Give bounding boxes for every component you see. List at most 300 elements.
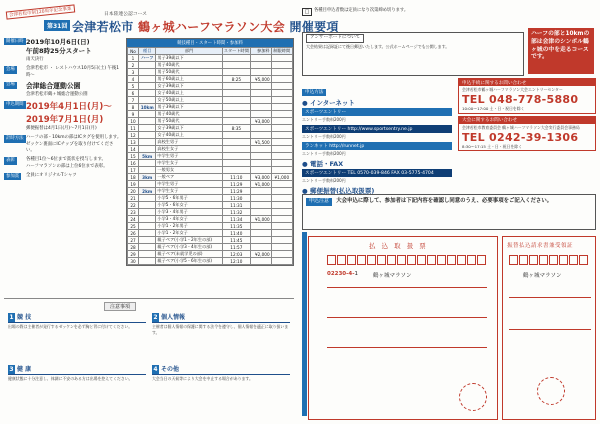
table-row [128, 132, 293, 139]
table-cell-dist [139, 202, 156, 209]
table-cell-dist [139, 139, 156, 146]
table-cell-lim [271, 244, 292, 251]
table-row [128, 258, 293, 265]
table-cell-name: 女子40歳以上 [156, 90, 222, 97]
payment-slip [308, 236, 498, 420]
table-cell-name: 中学生男子 [156, 153, 222, 160]
table-cell-name: 親子ペア(小学5・6年生の部) [156, 258, 222, 265]
column-header: No [128, 48, 139, 55]
table-cell-time [222, 97, 250, 104]
table-cell-no: 16 [128, 160, 139, 167]
table-row [128, 146, 293, 153]
table-cell-fee [250, 83, 271, 90]
digit-box[interactable] [387, 255, 396, 265]
table-cell-lim [271, 209, 292, 216]
digit-box[interactable] [367, 255, 376, 265]
table-cell-time [222, 111, 250, 118]
table-row [128, 223, 293, 230]
table-cell-name: 小学5・6年男子 [156, 195, 222, 202]
table-cell-no: 23 [128, 209, 139, 216]
table-cell-fee [250, 167, 271, 174]
table-cell-dist [139, 132, 156, 139]
table-row [128, 97, 293, 104]
table-cell-dist [139, 230, 156, 237]
table-cell-dist [139, 216, 156, 223]
course-highlight: ハーフの部と10kmの部は会津のシンボル鶴ヶ城の中を走るコースです。 [528, 28, 594, 74]
table-cell-name: 親子ペア(小学1・2年生の部) [156, 237, 222, 244]
digit-box[interactable] [437, 255, 446, 265]
info-line: 2019年4月1日(月)〜 [26, 102, 112, 113]
table-cell-lim [271, 167, 292, 174]
table-cell-dist [139, 195, 156, 202]
table-cell-dist [139, 167, 156, 174]
receipt-slip [502, 236, 596, 420]
info-tag: 会場 [6, 82, 15, 88]
table-cell-time [222, 62, 250, 69]
table-cell-lim [271, 146, 292, 153]
digit-box[interactable] [347, 255, 356, 265]
table-cell-time [222, 90, 250, 97]
table-cell-fee [250, 209, 271, 216]
table-cell-dist [139, 244, 156, 251]
title-block [44, 10, 339, 36]
digit-box[interactable] [579, 255, 588, 265]
digit-box[interactable] [477, 255, 486, 265]
table-cell-time [222, 153, 250, 160]
table-cell-lim [271, 153, 292, 160]
note-1-head: 1 競 技 [8, 313, 146, 323]
table-cell-no: 4 [128, 76, 139, 83]
table-cell-no: 27 [128, 237, 139, 244]
runnet-link[interactable]: ランネット http://runnet.jp [302, 142, 452, 150]
contact-office: 大会に関するお問い合わせ 会津若松市教育委員会 鶴ヶ城ハーフマラソン大会実行委員会事務局 TEL 0242-39-1306 8:30〜17:15 土・日・祝日を除く [458, 116, 596, 152]
apply-notes-title: 申込注意 [306, 198, 332, 206]
table-cell-dist [139, 118, 156, 125]
table-cell-no: 1 [128, 55, 139, 62]
table-row [128, 216, 293, 223]
table-cell-fee [250, 111, 271, 118]
fold-tab [302, 232, 307, 416]
receipt-field-1[interactable] [509, 297, 591, 325]
note-4-head: 4 その他 [152, 365, 290, 375]
table-cell-dist [139, 90, 156, 97]
table-cell-no: 10 [128, 118, 139, 125]
entry-center-phone[interactable]: TEL 048-778-5880 [462, 92, 579, 106]
table-cell-dist [139, 69, 156, 76]
payment-slip-title: 払 込 取 扱 票 [369, 242, 428, 250]
table-cell-fee [250, 69, 271, 76]
note-2-head: 2 個人情報 [152, 313, 290, 323]
table-cell-no: 14 [128, 146, 139, 153]
table-cell-no: 15 [128, 153, 139, 160]
table-cell-name: 男子40歳代 [156, 62, 222, 69]
digit-box[interactable] [337, 255, 346, 265]
note-4-text: 大会当日の天候等により大会を中止する場合があります。 [152, 376, 253, 381]
table-row [128, 139, 293, 146]
method-sportsentry-url: スポーツエントリー http://www.sportsentry.ne.jp エントリー手数料200円 [302, 125, 452, 140]
info-tag: 計時方法 [6, 135, 24, 141]
table-cell-name: 男子60歳以上 [156, 76, 222, 83]
table-cell-fee: ¥3,000 [250, 174, 271, 181]
table-cell-fee [250, 188, 271, 195]
table-cell-no: 8 [128, 104, 139, 111]
table-row [128, 69, 293, 76]
table-cell-name: 男子50歳代 [156, 118, 222, 125]
table-cell-name: 男子50歳代 [156, 69, 222, 76]
table-cell-dist [139, 97, 156, 104]
table-cell-lim [271, 104, 292, 111]
table-cell-fee: ¥1,000 [250, 181, 271, 188]
page-title [72, 18, 339, 35]
info-line: 2019年7月1日(月) [26, 114, 104, 125]
table-cell-dist: ハーフ [139, 55, 156, 62]
table-cell-lim [271, 188, 292, 195]
table-cell-time [222, 167, 250, 174]
table-row [128, 251, 293, 258]
table-cell-fee [250, 237, 271, 244]
table-cell-fee [250, 90, 271, 97]
info-tag: 申込期間 [6, 101, 24, 107]
contact-entry-center: 申込手続に関するお問い合わせ 会津若松市鶴ヶ城ハーフマラソン大会エントリーセンター TEL 048-778-5880 10:00〜17:00 土・日・祝日を除く [458, 78, 596, 114]
table-cell-time: 11:29 [222, 188, 250, 195]
method-internet: 申込方法 ● インターネット スポーツエントリー エントリー手数料200円 [302, 78, 452, 123]
table-cell-fee [250, 230, 271, 237]
answer-board [302, 32, 524, 76]
table-row [128, 195, 293, 202]
capacity-note-text: 各種目申込者数は定員になり次第締め切ります。 [314, 8, 409, 13]
digit-box[interactable] [569, 255, 578, 265]
table-cell-time: 12:10 [222, 258, 250, 265]
note-3 [8, 365, 146, 382]
table-cell-no: 22 [128, 202, 139, 209]
table-cell-time [222, 160, 250, 167]
table-cell-no: 6 [128, 90, 139, 97]
phone-fax-line: スポーツエントリー TEL 0570-039-846 FAX 03-5775-4704 [302, 169, 452, 177]
info-block [4, 157, 122, 170]
table-cell-lim [271, 223, 292, 230]
edition-badge: 第31回 [44, 20, 70, 31]
digit-box[interactable] [417, 255, 426, 265]
certified-course-label: 日本陸連公認コース [104, 12, 147, 17]
table-cell-fee: ¥2,000 [250, 251, 271, 258]
info-block [4, 135, 122, 154]
table-cell-dist: 5km [139, 153, 156, 160]
table-cell-dist [139, 223, 156, 230]
table-row [128, 111, 293, 118]
table-cell-fee [250, 97, 271, 104]
table-cell-dist [139, 111, 156, 118]
digit-box[interactable] [327, 255, 336, 265]
table-cell-time: 8:25 [222, 76, 250, 83]
table-cell-time [222, 132, 250, 139]
slip-field-1[interactable] [327, 287, 487, 313]
table-cell-no: 3 [128, 69, 139, 76]
digit-box[interactable] [529, 255, 538, 265]
method-phone-head: ● 電話・FAX [302, 160, 344, 168]
table-row [128, 174, 293, 181]
info-tag: 会場 [6, 66, 15, 72]
table-cell-no: 25 [128, 223, 139, 230]
table-cell-time: 11:45 [222, 237, 250, 244]
info-tag: 参加賞 [6, 173, 20, 179]
table-cell-lim [271, 132, 292, 139]
table-cell-fee: ¥1,000 [250, 216, 271, 223]
digit-box[interactable] [397, 255, 406, 265]
notes-area [4, 298, 294, 418]
table-row [128, 104, 293, 111]
table-cell-fee [250, 125, 271, 132]
table-cell-lim [271, 195, 292, 202]
info-extra: 郵便振替は4月1日(月)〜7月1日(月) [26, 125, 97, 131]
table-cell-lim [271, 90, 292, 97]
table-row [128, 83, 293, 90]
info-block [4, 101, 122, 132]
table-cell-fee [250, 195, 271, 202]
table-row [128, 181, 293, 188]
course-table-header-row [128, 48, 293, 55]
table-cell-time: 11:29 [222, 181, 250, 188]
info-line: 会津総合運動公園 [26, 81, 81, 90]
table-row [128, 209, 293, 216]
receipt-field-2[interactable] [509, 329, 591, 357]
table-cell-fee [250, 153, 271, 160]
note-1 [8, 313, 146, 330]
course-table-body [128, 55, 293, 265]
table-cell-no: 29 [128, 251, 139, 258]
table-cell-name: 親子ペア(小学3・4年生の部) [156, 244, 222, 251]
info-block [4, 173, 122, 179]
table-row [128, 55, 293, 62]
table-row [128, 202, 293, 209]
table-row [128, 90, 293, 97]
table-cell-name: 女子39歳以下 [156, 83, 222, 90]
table-cell-name: 小学1・2年女子 [156, 230, 222, 237]
course-table-head: 競技種目・スタート時間・参加料 [127, 39, 293, 47]
table-cell-lim [271, 55, 292, 62]
table-cell-dist [139, 76, 156, 83]
answer-board-text: 大会結果は記録証にて後日郵送いたします。公式ホームページでも公開します。 [306, 43, 450, 49]
table-cell-no: 13 [128, 139, 139, 146]
table-cell-no: 24 [128, 216, 139, 223]
table-row [128, 76, 293, 83]
table-row [128, 188, 293, 195]
digit-box[interactable] [559, 255, 568, 265]
info-line: 会津若松市 ・ レストハウス10月5日(土) 午後1時〜 [26, 66, 120, 78]
table-cell-time [222, 146, 250, 153]
course-table-grid [127, 47, 293, 265]
table-cell-fee [250, 55, 271, 62]
receipt-digits [509, 255, 589, 265]
table-cell-dist [139, 125, 156, 132]
info-line: 午前8時25分スタート [26, 47, 92, 56]
notes-title: 注意事項 [104, 302, 136, 311]
sportsentry-link[interactable]: スポーツエントリー [302, 108, 452, 116]
table-cell-no: 20 [128, 188, 139, 195]
method-runnet: ランネット http://runnet.jp エントリー手数料200円 [302, 142, 452, 157]
table-cell-dist [139, 62, 156, 69]
table-cell-name: 小学3・4年男子 [156, 209, 222, 216]
table-cell-dist [139, 237, 156, 244]
table-cell-no: 2 [128, 62, 139, 69]
table-cell-fee [250, 244, 271, 251]
table-cell-lim [271, 69, 292, 76]
account-holder: 鶴ヶ城マラソン [373, 273, 412, 279]
info-line: 2019年10月6日(日) [26, 38, 90, 46]
table-cell-no: 12 [128, 132, 139, 139]
table-cell-time: 8:35 [222, 125, 250, 132]
table-cell-no: 28 [128, 244, 139, 251]
slip-field-2[interactable] [327, 317, 487, 343]
receipt-title: 振替払込請求書兼受領証 [507, 243, 574, 249]
right-panel [302, 4, 596, 420]
account-digits [327, 255, 487, 265]
digit-box[interactable] [377, 255, 386, 265]
digit-box[interactable] [357, 255, 366, 265]
table-cell-lim [271, 76, 292, 83]
table-cell-lim [271, 160, 292, 167]
contact-area [458, 78, 596, 153]
info-block [4, 38, 122, 63]
table-row [128, 167, 293, 174]
table-cell-no: 21 [128, 195, 139, 202]
table-cell-dist: 3km [139, 174, 156, 181]
table-cell-time: 11:57 [222, 244, 250, 251]
table-cell-time: 11:34 [222, 216, 250, 223]
column-header: 参加料 [250, 48, 271, 55]
table-cell-time [222, 55, 250, 62]
table-cell-dist: 10km [139, 104, 156, 111]
table-cell-name: 高校生女子 [156, 146, 222, 153]
table-cell-no: 18 [128, 174, 139, 181]
digit-box[interactable] [407, 255, 416, 265]
apply-notes-lead: 大会申込に際して、参加者は下記内容を確認し同意のうえ、必要事項をご記入ください。 [336, 198, 553, 204]
table-cell-time [222, 104, 250, 111]
method-internet-head: ● インターネット [302, 99, 355, 107]
info-extra: 雨天決行 [26, 56, 44, 62]
info-line: 会津若松市鶴ヶ城総合運動公園 [26, 91, 88, 97]
digit-box[interactable] [457, 255, 466, 265]
table-row [128, 160, 293, 167]
table-cell-lim [271, 83, 292, 90]
column-header: 種目 [139, 48, 156, 55]
table-cell-name: 小学1・2年男子 [156, 223, 222, 230]
table-cell-lim [271, 139, 292, 146]
column-header: 制限時間 [271, 48, 292, 55]
slip-field-3[interactable] [327, 347, 487, 373]
stamp-circle-icon [459, 383, 487, 411]
table-cell-time: 11:30 [222, 195, 250, 202]
table-cell-time: 12:03 [222, 251, 250, 258]
sportsentry-url-link[interactable]: スポーツエントリー http://www.sportsentry.ne.jp [302, 125, 452, 133]
table-cell-name: 親子ペア(未就学児の部) [156, 251, 222, 258]
table-cell-name: 中学生女子 [156, 188, 222, 195]
table-row [128, 244, 293, 251]
note-1-text: 出場の際は主催者が発行するゼッケンを必ず胸と背に付けてください。 [8, 324, 133, 329]
receipt-holder: 鶴ヶ城マラソン [523, 273, 562, 279]
apply-notes [302, 194, 596, 230]
table-cell-name: 中学生女子 [156, 160, 222, 167]
table-cell-dist: 2km [139, 188, 156, 195]
table-cell-time: 11:10 [222, 174, 250, 181]
column-header: 部門 [156, 48, 222, 55]
table-cell-fee [250, 146, 271, 153]
method-phone-fax: ● 電話・FAX スポーツエントリー TEL 0570-039-846 FAX 03-5775-4704 エントリー手数料200円 [302, 159, 452, 184]
title-main: 鶴ヶ城ハーフマラソン大会 [138, 20, 286, 34]
table-cell-fee: ¥3,000 [250, 118, 271, 125]
table-cell-lim [271, 251, 292, 258]
table-cell-time: 11:40 [222, 230, 250, 237]
table-cell-no: 19 [128, 181, 139, 188]
entry-methods [302, 78, 452, 197]
title-city: 会津若松市 [72, 20, 134, 34]
table-cell-name: 一般ペア [156, 174, 222, 181]
table-cell-time [222, 118, 250, 125]
table-cell-name: 小学5・6年女子 [156, 202, 222, 209]
table-cell-name: 男子39歳以下 [156, 55, 222, 62]
info-line: ゼッケン裏面にICチップを取り付けてください。 [26, 141, 114, 153]
table-cell-time: 11:32 [222, 209, 250, 216]
table-cell-no: 17 [128, 167, 139, 174]
office-phone[interactable]: TEL 0242-39-1306 [462, 130, 579, 144]
digit-box[interactable] [467, 255, 476, 265]
table-cell-lim [271, 181, 292, 188]
account-number: 02230-4-1 [327, 271, 359, 277]
course-table [126, 38, 294, 266]
info-tag: 表彰 [6, 157, 15, 163]
table-cell-name: 小学3・4年女子 [156, 216, 222, 223]
table-cell-name: 女子50歳以上 [156, 97, 222, 104]
table-cell-dist [139, 258, 156, 265]
anniversary-badge: 会津若松市制120周年記念事業 [6, 4, 75, 19]
table-cell-dist [139, 83, 156, 90]
note-3-text: 健康状態に十分注意し、体調に不安のある方は出場を控えてください。 [8, 376, 133, 381]
digit-box[interactable] [447, 255, 456, 265]
table-cell-fee: ¥1,500 [250, 139, 271, 146]
digit-box[interactable] [549, 255, 558, 265]
table-cell-fee [250, 160, 271, 167]
note-2-text: 主催者は個人情報の保護に関する法令を遵守し、個人情報を適正に取り扱います。 [152, 324, 289, 335]
info-tag: 開催日時 [6, 38, 24, 44]
table-cell-lim [271, 237, 292, 244]
answer-board-title: アンサーボードについて [306, 34, 364, 43]
digit-box[interactable] [539, 255, 548, 265]
table-cell-time [222, 69, 250, 76]
table-cell-no: 11 [128, 125, 139, 132]
table-row [128, 237, 293, 244]
info-line: ハーフの部・10kmの部はICタグを使用します。 [26, 135, 122, 141]
table-cell-fee [250, 132, 271, 139]
table-cell-no: 5 [128, 83, 139, 90]
info-line: ハーフマラソンの部は上位6位まで表彰。 [26, 163, 108, 169]
capacity-note [302, 4, 596, 30]
method-postal-head: ● 郵便振替(払込取扱票) [302, 187, 375, 195]
digit-box[interactable] [519, 255, 528, 265]
table-cell-no: 7 [128, 97, 139, 104]
digit-box[interactable] [509, 255, 518, 265]
table-cell-name: 男子39歳以下 [156, 104, 222, 111]
table-cell-time: 11:35 [222, 223, 250, 230]
table-cell-no: 26 [128, 230, 139, 237]
table-cell-time [222, 139, 250, 146]
table-cell-lim [271, 258, 292, 265]
title-suffix: 開催要項 [289, 20, 339, 34]
table-cell-name: 中学生男子 [156, 181, 222, 188]
table-row [128, 153, 293, 160]
table-cell-lim [271, 111, 292, 118]
info-line: 全員にオリジナルTシャツ [26, 173, 77, 179]
table-cell-fee [250, 62, 271, 69]
digit-box[interactable] [427, 255, 436, 265]
